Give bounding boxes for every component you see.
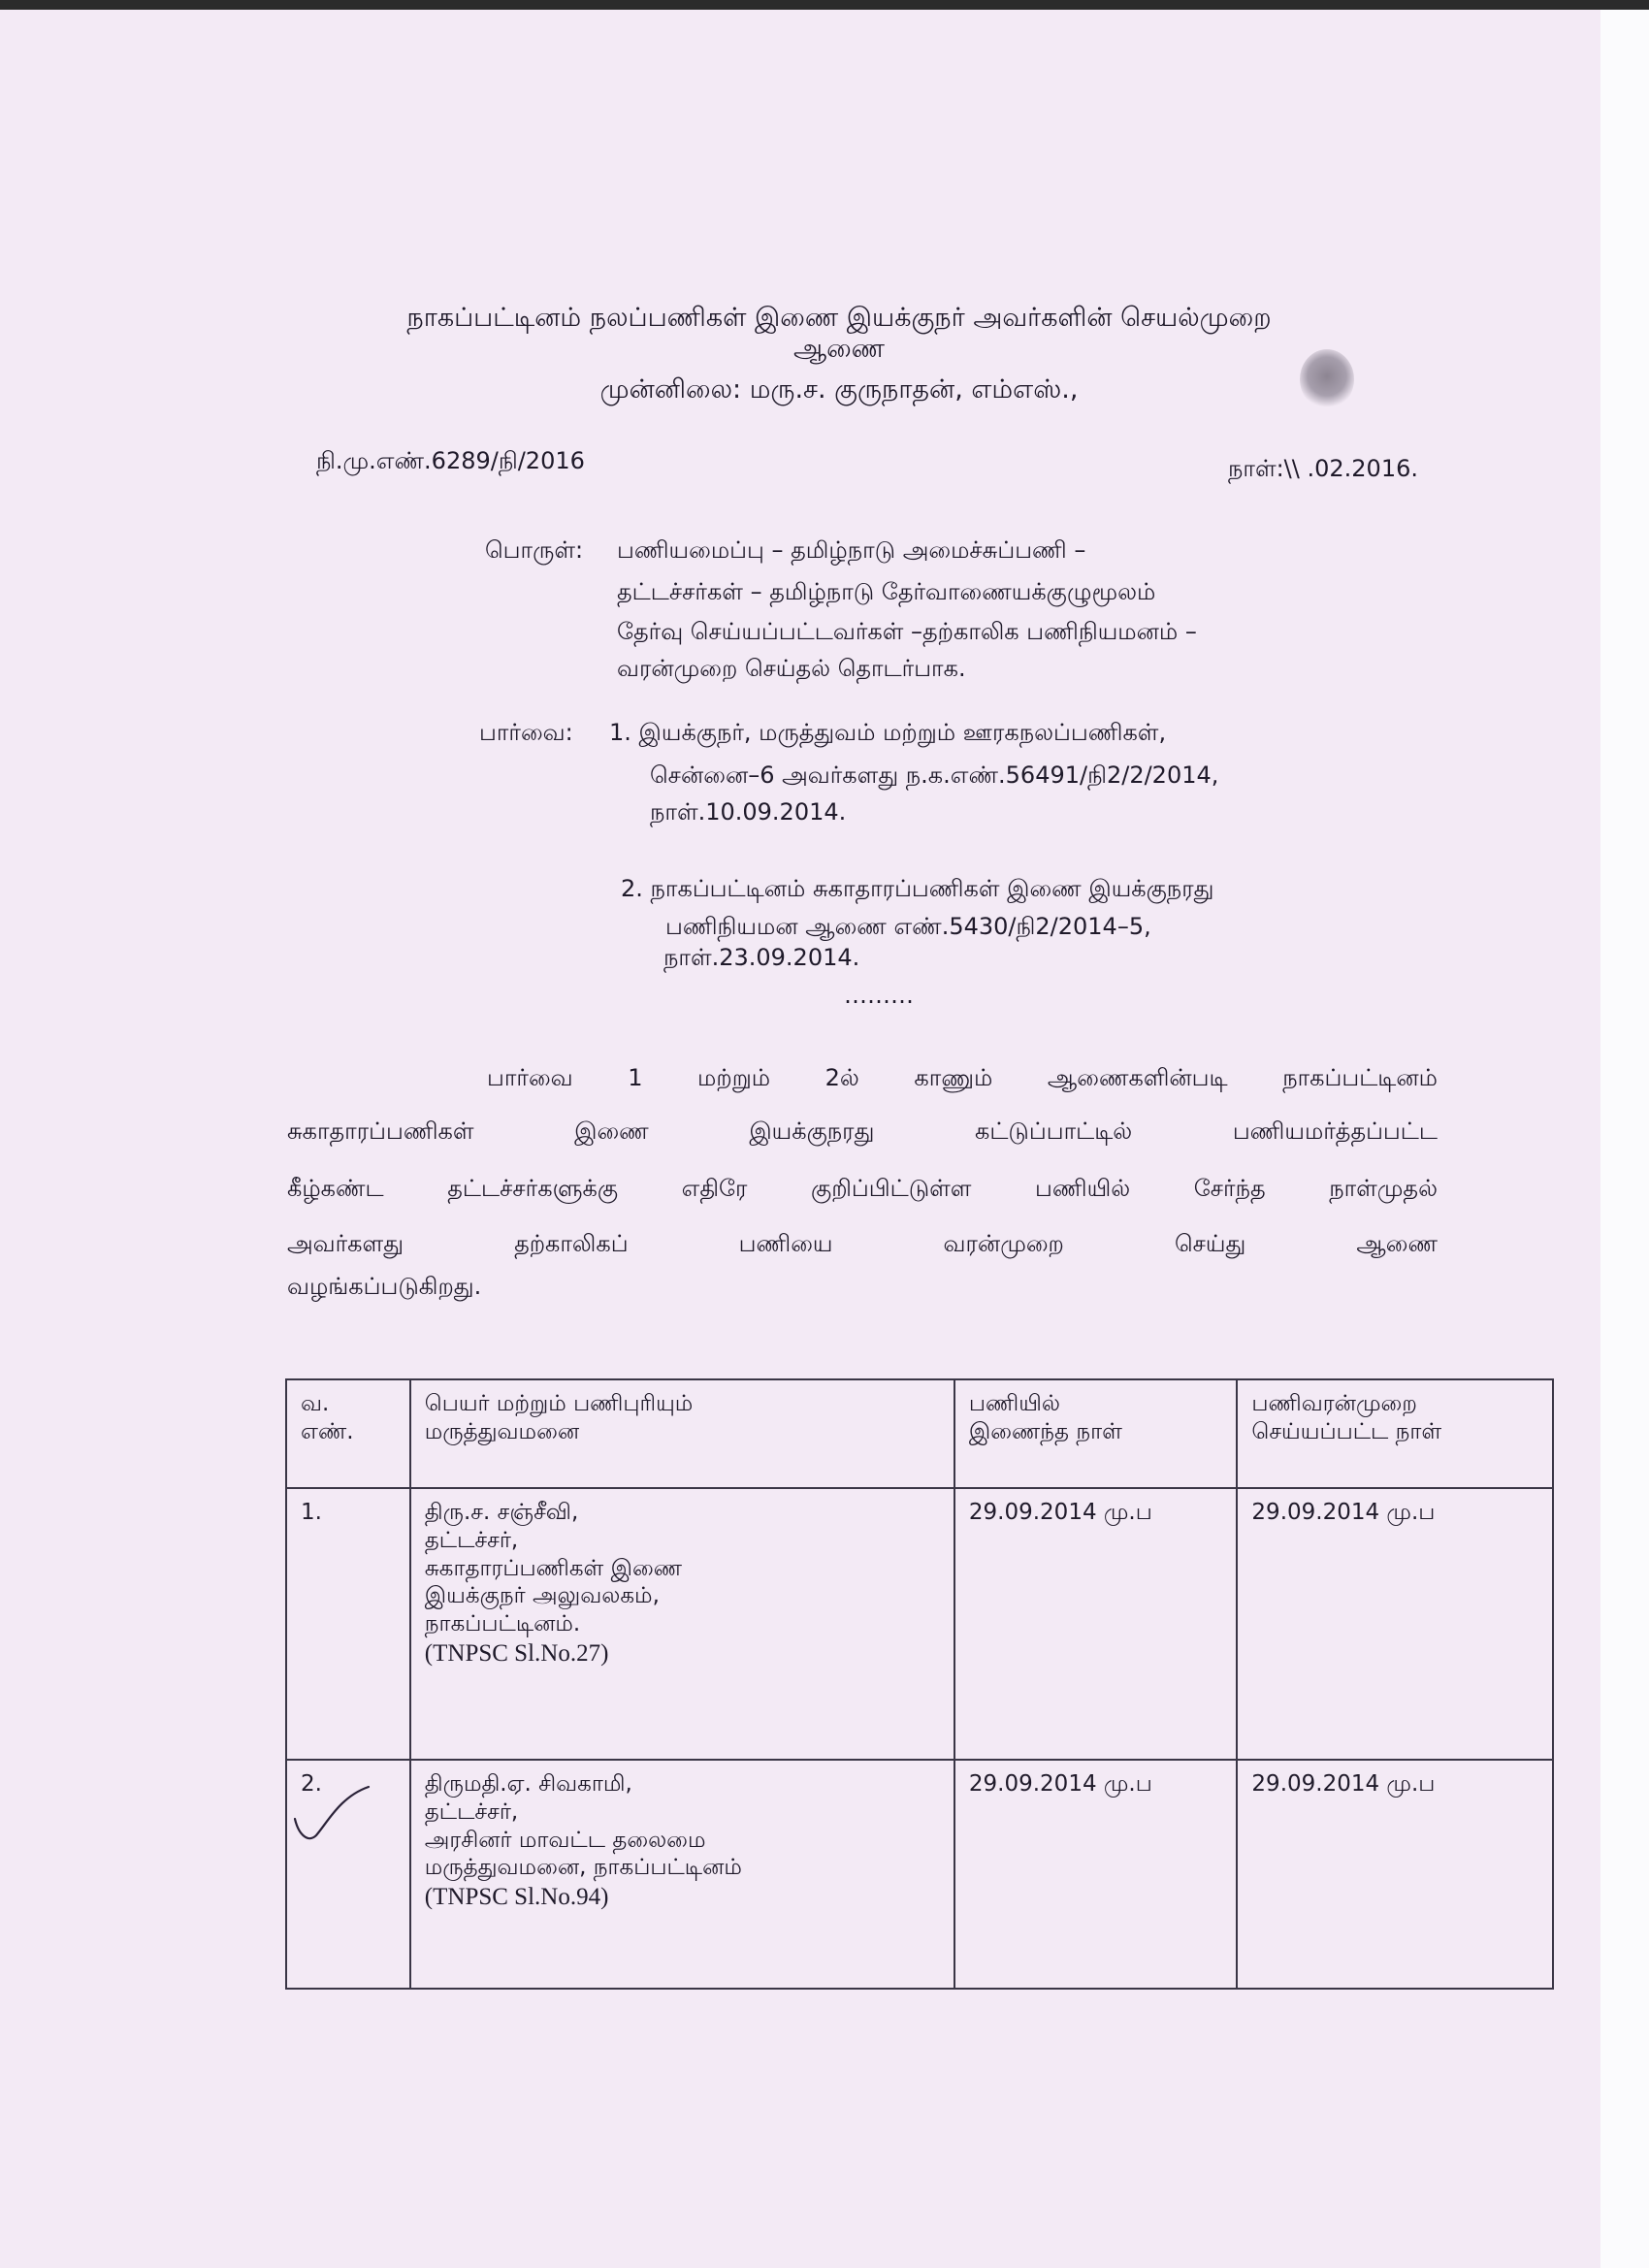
subject-line: வரன்முறை செய்தல் தொடர்பாக. [617, 655, 966, 682]
typist-table [285, 1378, 1554, 1990]
subject-line: தட்டச்சர்கள் – தமிழ்நாடு தேர்வாணையக்குழுமூலம் [617, 578, 1156, 605]
order-date: நாள்:\\ .02.2016. [1228, 455, 1418, 482]
handwritten-tick [287, 1775, 374, 1853]
body-line: வழங்கப்படுகிறது. [287, 1273, 482, 1300]
row-joined-date: 29.09.2014 மு.ப [954, 1760, 1238, 1989]
row-details: திரு.ச. சஞ்சீவி, தட்டச்சர், சுகாதாரப்பணிகள் இணை இயக்குநர் அலுவலகம், நாகப்பட்டினம். (TNPSC Sl.No.27) [410, 1488, 954, 1760]
header-sl-no: வ. எண். [286, 1379, 410, 1488]
references-label: பார்வை: [479, 719, 573, 746]
header-joined-date: பணியில் இணைந்த நாள் [954, 1379, 1238, 1488]
table-row [286, 1488, 1553, 1760]
reference-1-line: சென்னை–6 அவர்களது ந.க.எண்.56491/நி2/2/2014, [650, 761, 1219, 789]
presence-line: முன்னிலை: மரு.ச. குருநாதன், எம்எஸ்., [599, 374, 1079, 405]
subject-label: பொருள்: [485, 536, 584, 564]
table-header-row [286, 1379, 1553, 1488]
order-number: நி.மு.எண்.6289/நி/2016 [316, 447, 585, 474]
row-joined-date: 29.09.2014 மு.ப [954, 1488, 1238, 1760]
row-regularised-date: 29.09.2014 மு.ப [1237, 1488, 1553, 1760]
reference-2-line: 2. நாகப்பட்டினம் சுகாதாரப்பணிகள் இணை இயக்குநரது [621, 875, 1214, 902]
row-details: திருமதி.ஏ. சிவகாமி, தட்டச்சர், அரசினர் மாவட்ட தலைமை மருத்துவமனை, நாகப்பட்டினம் (TNPSC Sl.No.94) [410, 1760, 954, 1989]
reference-2-line: நாள்.23.09.2014. [663, 944, 860, 971]
table-row [286, 1760, 1553, 1989]
row-sl: 1. [286, 1488, 410, 1760]
body-line: சுகாதாரப்பணிகள் இணை இயக்குநரது கட்டுப்பாட்டில் பணியமர்த்தப்பட்ட [287, 1118, 1438, 1145]
tnpsc-number: (TNPSC Sl.No.27) [424, 1639, 609, 1667]
reference-1-line: நாள்.10.09.2014. [650, 798, 847, 826]
header-name: பெயர் மற்றும் பணிபுரியும் மருத்துவமனை [410, 1379, 954, 1488]
page-edge [1600, 0, 1649, 2268]
document-title-line2: ஆணை [792, 334, 886, 364]
stamp-mark [1300, 349, 1354, 409]
row-sl: 2. [286, 1760, 410, 1989]
subject-line: பணியமைப்பு – தமிழ்நாடு அமைச்சுப்பணி – [617, 536, 1086, 564]
reference-1-line: 1. இயக்குநர், மருத்துவம் மற்றும் ஊரகநலப்பணிகள், [609, 719, 1167, 746]
body-line: கீழ்கண்ட தட்டச்சர்களுக்கு எதிரே குறிப்பிட்டுள்ள பணியில் சேர்ந்த நாள்முதல் [287, 1175, 1438, 1202]
body-line: பார்வை 1 மற்றும் 2ல் காணும் ஆணைகளின்படி நாகப்பட்டினம் [487, 1064, 1438, 1091]
row-regularised-date: 29.09.2014 மு.ப [1237, 1760, 1553, 1989]
tnpsc-number: (TNPSC Sl.No.94) [424, 1884, 609, 1910]
reference-2-line: பணிநியமன ஆணை எண்.5430/நி2/2014–5, [665, 913, 1151, 940]
scan-border [0, 0, 1649, 10]
separator: ……… [844, 982, 914, 1009]
body-line: அவர்களது தற்காலிகப் பணியை வரன்முறை செய்து ஆணை [287, 1230, 1438, 1257]
document-title-line1: நாகப்பட்டினம் நலப்பணிகள் இணை இயக்குநர் அவர்களின் செயல்முறை [406, 303, 1272, 333]
subject-line: தேர்வு செய்யப்பட்டவர்கள் –தற்காலிக பணிநியமனம் – [617, 618, 1197, 645]
header-regularised-date: பணிவரன்முறை செய்யப்பட்ட நாள் [1237, 1379, 1553, 1488]
